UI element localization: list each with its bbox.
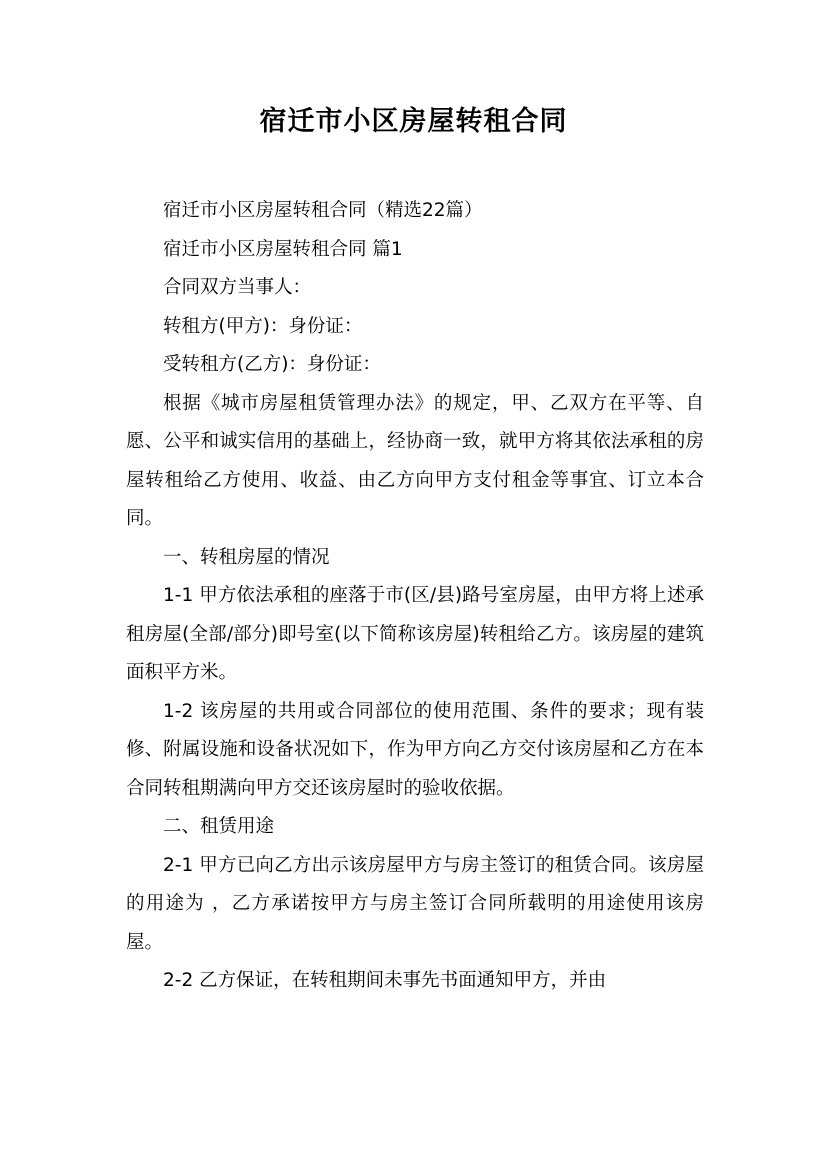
clause-1-2: 1-2 该房屋的共用或合同部位的使用范围、条件的要求；现有装修、附属设施和设备状况如下，作为甲方向乙方交付该房屋和乙方在本合同转租期满向甲方交还该房屋时的验收依据。 bbox=[126, 700, 704, 799]
clause-2-2: 2-2 乙方保证，在转租期间未事先书面通知甲方，并由 bbox=[163, 970, 607, 991]
party-a-line: 转租方(甲方)：身份证： bbox=[163, 315, 363, 337]
clause-heading-1: 一、转租房屋的情况 bbox=[163, 546, 330, 568]
clause-2-1: 2-1 甲方已向乙方出示该房屋甲方与房主签订的租赁合同。该房屋的用途为 ，乙方承诺按甲方与房主签订合同所载明的用途使用该房屋。 bbox=[126, 854, 704, 953]
parties-heading: 合同双方当事人： bbox=[163, 277, 312, 298]
document-body bbox=[126, 192, 704, 1001]
document-title: 宿迁市小区房屋转租合同 bbox=[259, 106, 568, 137]
preamble-paragraph: 根据《城市房屋租赁管理办法》的规定，甲、乙双方在平等、自愿、公平和诚实信用的基础上，经协商一致，就甲方将其依法承租的房屋转租给乙方使用、收益、由乙方向甲方支付租金等事宜、订立本合同。 bbox=[126, 392, 704, 529]
clause-heading-2: 二、租赁用途 bbox=[163, 816, 275, 837]
party-b-line: 受转租方(乙方)：身份证： bbox=[163, 354, 381, 375]
section-heading: 宿迁市小区房屋转租合同 篇1 bbox=[163, 238, 403, 260]
clause-1-1: 1-1 甲方依法承租的座落于市(区/县)路号室房屋，由甲方将上述承租房屋(全部/部分)即号室(以下简称该房屋)转租给乙方。该房屋的建筑面积平方米。 bbox=[126, 585, 704, 683]
subtitle-paragraph: 宿迁市小区房屋转租合同（精选22篇） bbox=[163, 200, 483, 221]
